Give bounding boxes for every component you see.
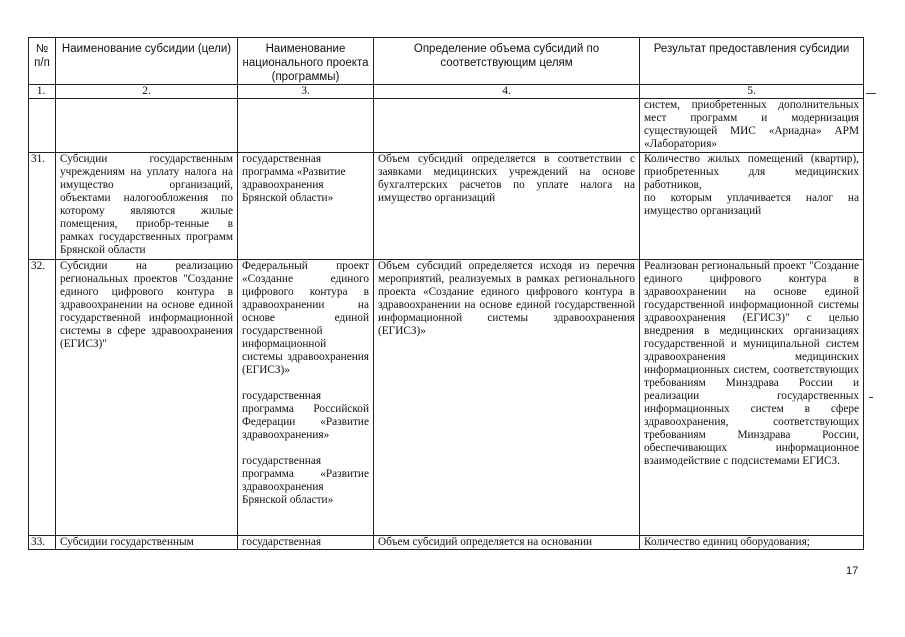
- row-31-definition: Объем субсидий определяется в соответствии с заявками медицинских учреждений на основе бухгалтерских расчетов по уплате налога на имущество организаций: [374, 153, 640, 260]
- column-number-5: 5.: [640, 85, 864, 99]
- row-32-subsidy-name: Субсидии на реализацию региональных проектов "Создание единого цифрового контура в здравоохранении на основе единой государственной информационной системы в сфере здравоохранения (ЕГИСЗ)": [56, 260, 238, 536]
- row-32-project-rf-program: государственная программа Российской Федерации «Развитие здравоохранения»: [242, 390, 369, 441]
- column-number-4: 4.: [374, 85, 640, 99]
- row-33-number: 33.: [29, 536, 56, 550]
- subsidy-table: [28, 37, 864, 550]
- table-row-33: [29, 536, 864, 550]
- header-subsidy-name: Наименование субсидии (цели): [56, 38, 238, 85]
- row-32-result: Реализован региональный проект "Создание единого цифрового контура в здравоохранении на основе единой государственной информационной системы здравоохранения (ЕГИСЗ)" с целью внедрения в медицинских организациях государственной и муниципальной систем здравоохранения медицинских информационных систем, соответствующих требованиям Минздрава России и реализации государственных информационных систем в сфере здравоохранения, соответствующих требованиям Минздрава России, обеспечивающих информационное взаимодействие с подсистемами ЕГИСЗ.: [640, 260, 864, 536]
- header-row: [29, 38, 864, 85]
- row-33-subsidy-name: Субсидии государственным: [56, 536, 238, 550]
- row-33-project: государственная: [238, 536, 374, 550]
- row-32-number: 32.: [29, 260, 56, 536]
- row-31-project: государственная программа «Развитие здравоохранения Брянской области»: [238, 153, 374, 260]
- row-32-definition: Объем субсидий определяется исходя из перечня мероприятий, реализуемых в рамках регионального проекта «Создание единого цифрового контура в здравоохранении на основе единой государственной информационной системы здравоохранения (ЕГИСЗ)»: [374, 260, 640, 536]
- header-volume-definition: Определение объема субсидий по соответствующим целям: [374, 38, 640, 85]
- row-32-project: [238, 260, 374, 536]
- row-33-result: Количество единиц оборудования;: [640, 536, 864, 550]
- column-number-3: 3.: [238, 85, 374, 99]
- continuation-result-cell: систем, приобретенных дополнительных мест программ и модернизация существующей МИС «Ариадна» АРМ «Лаборатория»: [640, 99, 864, 153]
- header-result: Результат предоставления субсидии: [640, 38, 864, 85]
- row-31-result-line-1: Количество жилых помещений (квартир), приобретенных для медицинских работников,: [644, 153, 859, 191]
- row-31-subsidy-name: Субсидии государственным учреждениям на уплату налога на имущество организаций, объектами налогообложения по которому являются жилые помещения, приобр-тенные в рамках государственных программ Брянской области: [56, 153, 238, 260]
- table-row-32: [29, 260, 864, 536]
- row-31-result: [640, 153, 864, 260]
- column-number-1: 1.: [29, 85, 56, 99]
- row-31-result-line-2: по которым уплачивается налог на имущество организаций: [644, 192, 859, 217]
- table-row-continuation: [29, 99, 864, 153]
- header-project-name: Наименование национального проекта (программы): [238, 38, 374, 85]
- table-row-31: [29, 153, 864, 260]
- column-number-row: [29, 85, 864, 99]
- page-number: 17: [846, 565, 859, 577]
- row-32-project-federal: Федеральный проект «Создание единого цифрового контура в здравоохранении на основе единой государственной информационной системы здравоохранения (ЕГИСЗ)»: [242, 260, 369, 376]
- row-31-number: 31.: [29, 153, 56, 260]
- header-number: № п/п: [29, 38, 56, 85]
- column-number-2: 2.: [56, 85, 238, 99]
- row-32-project-regional-program: государственная программа «Развитие здравоохранения Брянской области»: [242, 455, 369, 506]
- margin-tick-top: [866, 93, 876, 94]
- margin-tick-bottom: [869, 397, 873, 398]
- row-33-definition: Объем субсидий определяется на основании: [374, 536, 640, 550]
